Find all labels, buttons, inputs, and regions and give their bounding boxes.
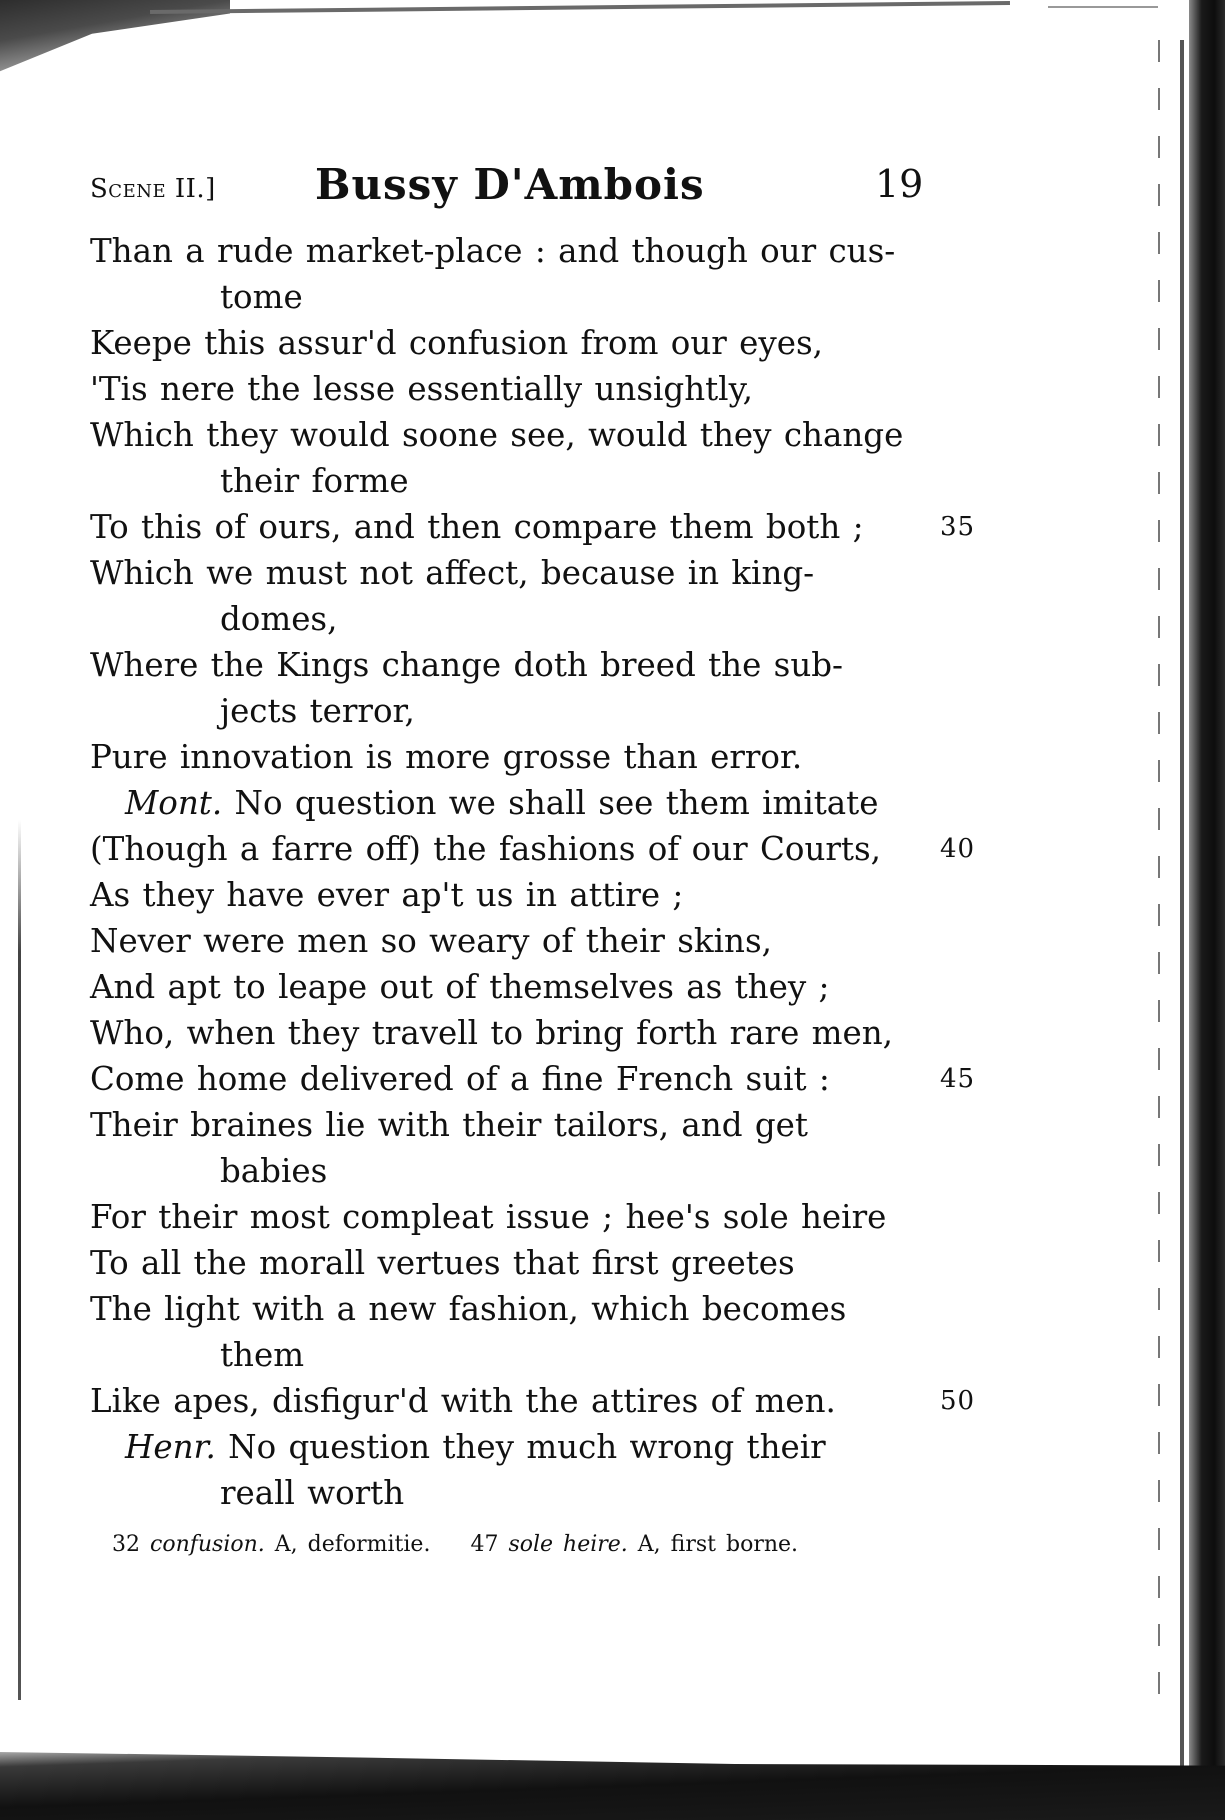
verse-line: 'Tis nere the lesse essentially unsightly, xyxy=(90,370,753,408)
footnote-text: A, first borne. xyxy=(637,1532,799,1557)
scan-edge-left xyxy=(18,820,21,1700)
verse-line: Which we must not affect, because in king- xyxy=(90,554,815,592)
verse-line: To this of ours, and then compare them both ; 35 xyxy=(90,504,1010,550)
line-number: 40 xyxy=(940,834,976,864)
scan-edge-top-right xyxy=(1048,6,1158,8)
verse-line: Their braines lie with their tailors, and get xyxy=(90,1106,808,1144)
running-head xyxy=(90,160,1010,220)
footnote-number: 32 xyxy=(112,1532,140,1557)
scan-shadow-right xyxy=(1189,0,1225,1820)
verse-line: Keepe this assur'd confusion from our eyes, xyxy=(90,324,823,362)
verse-line: And apt to leape out of themselves as they ; xyxy=(90,968,830,1006)
verse-line-continuation: jects terror, xyxy=(220,692,415,730)
verse-line: Come home delivered of a fine French suit : 45 xyxy=(90,1056,1010,1102)
line-number: 50 xyxy=(940,1386,976,1416)
footnote-text: A, deformitie. xyxy=(274,1532,431,1557)
book-page xyxy=(90,160,1010,1590)
footnote-number: 47 xyxy=(470,1532,499,1557)
verse-line: Where the Kings change doth breed the sub- xyxy=(90,646,844,684)
verse-line: (Though a farre off) the fashions of our Courts, 40 xyxy=(90,826,1010,872)
verse-line: The light with a new fashion, which becomes xyxy=(90,1290,847,1328)
verse-line-continuation: domes, xyxy=(220,600,338,638)
speaker-name: Mont. xyxy=(125,784,223,822)
speaker-name: Henr. xyxy=(125,1428,216,1466)
running-title: Bussy D'Ambois xyxy=(315,160,705,209)
verse-line-continuation: tome xyxy=(220,278,303,316)
scan-shadow-bottom xyxy=(0,1740,1225,1820)
verse-line-speech: Henr. No question they much wrong their xyxy=(125,1428,826,1466)
verse-line: For their most compleat issue ; hee's sole heire xyxy=(90,1198,887,1236)
scan-edge-top xyxy=(150,1,1010,14)
verse-line: Who, when they travell to bring forth rare men, xyxy=(90,1014,893,1052)
page-number: 19 xyxy=(875,162,924,206)
footnotes xyxy=(90,1530,1010,1560)
verse-line: Which they would soone see, would they change xyxy=(90,416,904,454)
verse-line: Than a rude market-place : and though our cus- xyxy=(90,232,896,270)
line-number: 35 xyxy=(940,512,976,542)
verse-text xyxy=(90,228,1010,1516)
verse-line: As they have ever ap't us in attire ; xyxy=(90,876,684,914)
footnote-lemma: confusion. xyxy=(150,1532,265,1557)
scene-label: Scene II.] xyxy=(90,174,216,204)
verse-line-speech: Mont. No question we shall see them imitate xyxy=(125,784,879,822)
verse-line: Never were men so weary of their skins, xyxy=(90,922,772,960)
scan-edge-right-line xyxy=(1180,40,1184,1780)
verse-line-continuation: reall worth xyxy=(220,1474,405,1512)
verse-line: To all the morall vertues that first greetes xyxy=(90,1244,795,1282)
verse-line: Like apes, disfigur'd with the attires of men. 50 xyxy=(90,1378,1010,1424)
footnote-lemma: sole heire. xyxy=(508,1532,628,1557)
verse-line-continuation: their forme xyxy=(220,462,409,500)
verse-line-continuation: them xyxy=(220,1336,305,1374)
line-number: 45 xyxy=(940,1064,976,1094)
verse-line: Pure innovation is more grosse than error. xyxy=(90,738,803,776)
scan-edge-ticks xyxy=(1158,40,1160,1720)
verse-line-continuation: babies xyxy=(220,1152,328,1190)
